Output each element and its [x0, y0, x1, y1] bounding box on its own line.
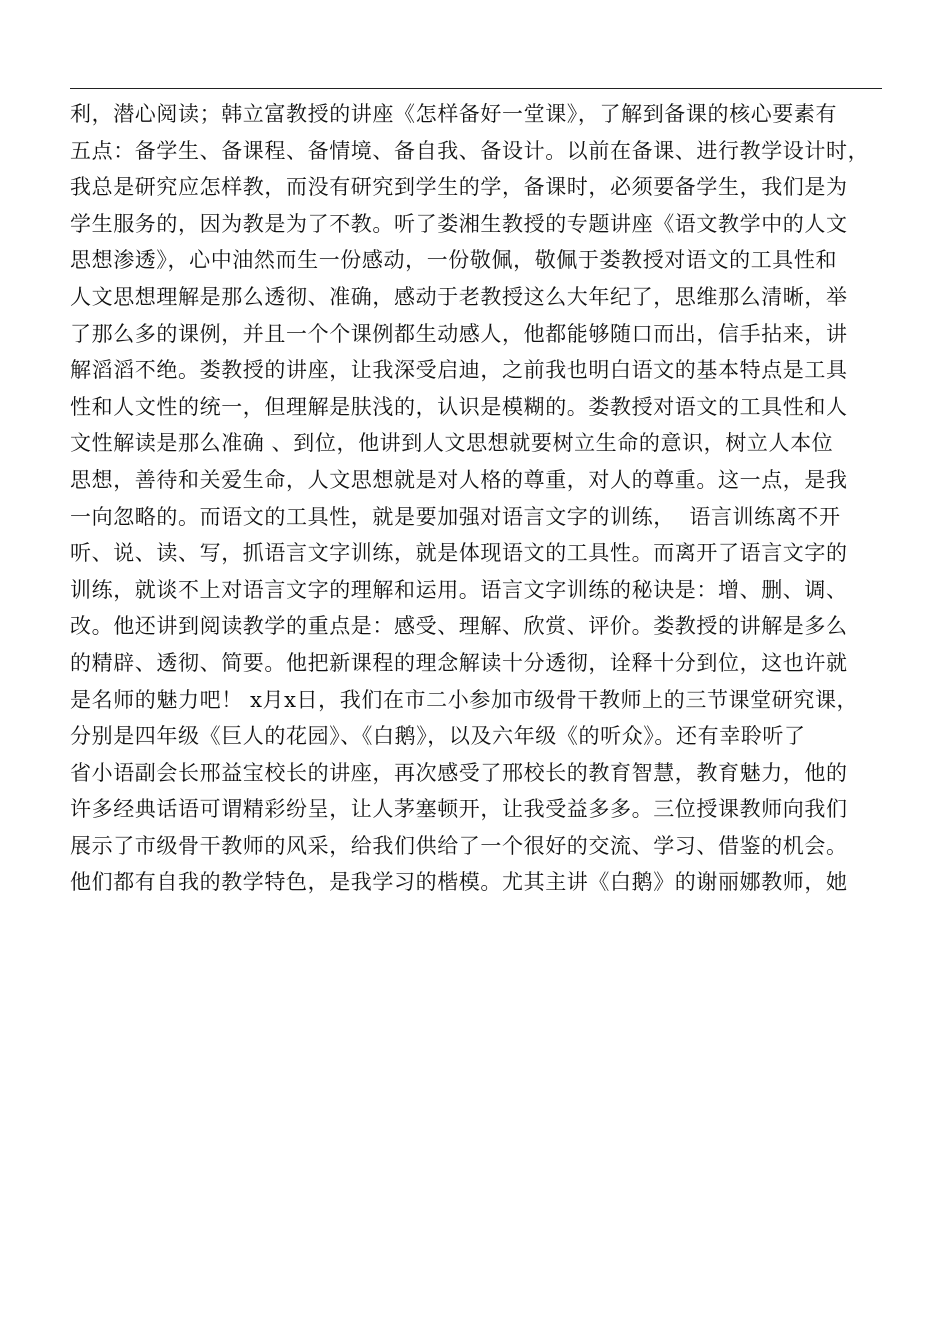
document-body	[70, 96, 900, 901]
text-line: 五点：备学生、备课程、备情境、备自我、备设计。以前在备课、进行教学设计时，	[70, 138, 870, 163]
text-line: 解滔滔不绝。娄教授的讲座，让我深受启迪，之前我也明白语文的基本特点是工具	[70, 358, 848, 383]
text-line: 省小语副会长邢益宝校长的讲座，再次感受了邢校长的教育智慧，教育魅力，他的	[70, 760, 848, 785]
text-line: 了那么多的课例，并且一个个课例都生动感人，他都能够随口而出，信手拈来，讲	[70, 321, 848, 346]
text-line: 文性解读是那么准确 、到位，他讲到人文思想就要树立生命的意识，树立人本位	[70, 431, 834, 456]
text-line: 听、说、读、写，抓语言文字训练，就是体现语文的工具性。而离开了语言文字的	[70, 541, 848, 566]
text-line: 思想，善待和关爱生命，人文思想就是对人格的尊重，对人的尊重。这一点，是我	[70, 467, 848, 492]
text-line: 他们都有自我的教学特色，是我学习的楷模。尤其主讲《白鹅》的谢丽娜教师，她	[70, 870, 848, 895]
text-line: 我总是研究应怎样教，而没有研究到学生的学，备课时，必须要备学生，我们是为	[70, 175, 848, 200]
text-line: 是名师的魅力吧！ x月x日，我们在市二小参加市级骨干教师上的三节课堂研究课，	[70, 687, 859, 712]
text-line: 性和人文性的统一，但理解是肤浅的，认识是模糊的。娄教授对语文的工具性和人	[70, 394, 848, 419]
text-line: 的精辟、透彻、简要。他把新课程的理念解读十分透彻，诠释十分到位，这也许就	[70, 650, 848, 675]
text-line: 分别是四年级《巨人的花园》、《白鹅》，以及六年级《的听众》。还有幸聆听了	[70, 724, 806, 749]
text-line: 训练，就谈不上对语言文字的理解和运用。语言文字训练的秘诀是：增、删、调、	[70, 577, 848, 602]
text-line: 人文思想理解是那么透彻、准确，感动于老教授这么大年纪了，思维那么清晰，举	[70, 284, 848, 309]
text-line: 利，潜心阅读；韩立富教授的讲座《怎样备好一堂课》，了解到备课的核心要素有	[70, 102, 838, 126]
text-line: 许多经典话语可谓精彩纷呈，让人茅塞顿开，让我受益多多。三位授课教师向我们	[70, 797, 848, 822]
text-line: 一向忽略的。而语文的工具性，就是要加强对语言文字的训练， 语言训练离不开	[70, 504, 841, 529]
text-line: 展示了市级骨干教师的风采，给我们供给了一个很好的交流、学习、借鉴的机会。	[70, 833, 848, 858]
text-line: 改。他还讲到阅读教学的重点是：感受、理解、欣赏、评价。娄教授的讲解是多么	[70, 614, 848, 639]
text-line: 思想渗透》，心中油然而生一份感动，一份敬佩，敬佩于娄教授对语文的工具性和	[70, 248, 838, 273]
text-line: 学生服务的，因为教是为了不教。听了娄湘生教授的专题讲座《语文教学中的人文	[70, 211, 848, 236]
header-rule	[70, 88, 882, 89]
